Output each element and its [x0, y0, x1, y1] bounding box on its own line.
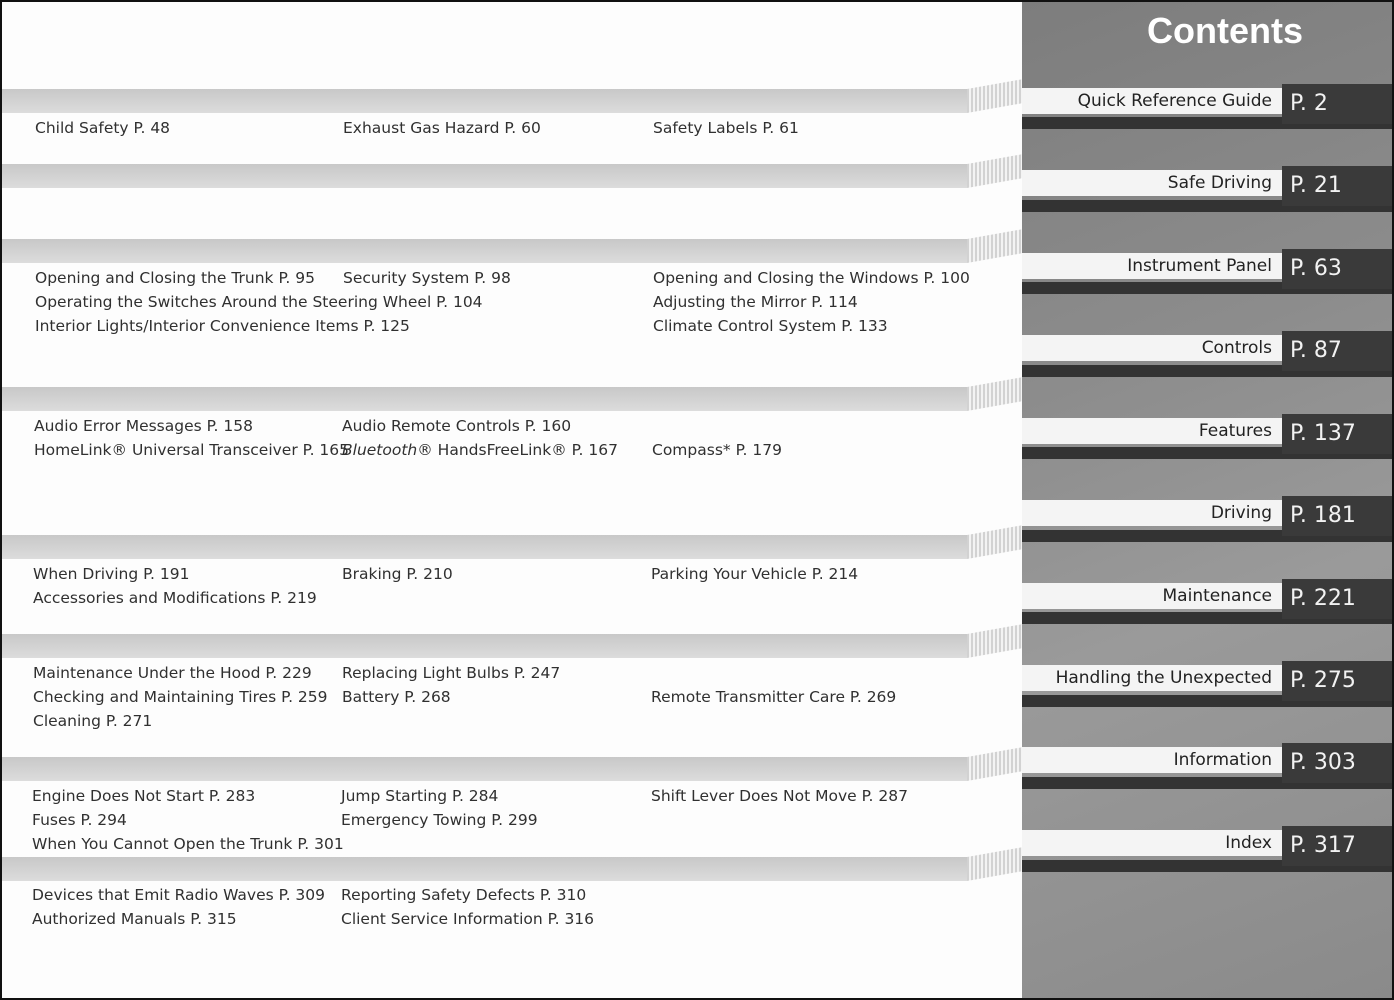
toc-link[interactable]: Maintenance Under the Hood P. 229	[33, 664, 312, 682]
sidebar-item-index[interactable]	[1022, 830, 1394, 866]
section-band	[2, 164, 967, 188]
sidebar-item-features[interactable]	[1022, 418, 1394, 454]
sidebar-item-handling-unexpected[interactable]	[1022, 665, 1394, 701]
toc-link[interactable]: Opening and Closing the Windows P. 100	[653, 269, 970, 287]
toc-link[interactable]: Replacing Light Bulbs P. 247	[342, 664, 561, 682]
toc-link[interactable]: Operating the Switches Around the Steering Wheel P. 104	[35, 293, 483, 311]
toc-link[interactable]: Compass* P. 179	[652, 441, 782, 459]
toc-link[interactable]: Accessories and Modifications P. 219	[33, 589, 317, 607]
sidebar-item-label: Quick Reference Guide	[1022, 88, 1282, 114]
features-col3	[652, 414, 782, 462]
toc-link[interactable]: Adjusting the Mirror P. 114	[653, 293, 858, 311]
toc-link[interactable]: Jump Starting P. 284	[341, 787, 499, 805]
sidebar-item-information[interactable]	[1022, 747, 1394, 783]
bluetooth-italic: Bluetooth	[342, 441, 418, 459]
toc-link[interactable]: Exhaust Gas Hazard P. 60	[343, 119, 541, 137]
toc-link[interactable]: When You Cannot Open the Trunk P. 301	[32, 835, 344, 853]
sidebar-item-driving[interactable]	[1022, 500, 1394, 536]
sidebar-item-page: P. 137	[1282, 414, 1394, 454]
unexpected-col2	[341, 784, 538, 832]
information-col1	[32, 883, 325, 931]
toc-link-bluetooth[interactable]	[342, 438, 618, 462]
toc-link[interactable]: Authorized Manuals P. 315	[32, 910, 237, 928]
toc-link[interactable]: Devices that Emit Radio Waves P. 309	[32, 886, 326, 904]
driving-col1	[33, 562, 317, 610]
sidebar-item-label: Information	[1022, 747, 1282, 773]
toc-link[interactable]: Parking Your Vehicle P. 214	[651, 565, 859, 583]
bluetooth-rest: ® HandsFreeLink® P. 167	[417, 441, 619, 459]
toc-link[interactable]: Battery P. 268	[342, 688, 451, 706]
toc-link[interactable]: Engine Does Not Start P. 283	[32, 787, 256, 805]
sidebar-item-label: Driving	[1022, 500, 1282, 526]
toc-link[interactable]: Safety Labels P. 61	[653, 119, 799, 137]
toc-link[interactable]: HomeLink® Universal Transceiver P. 165	[34, 441, 350, 459]
safe-driving-col3	[653, 116, 799, 140]
page-title: Contents	[1147, 10, 1303, 51]
toc-link[interactable]: Child Safety P. 48	[35, 119, 171, 137]
sidebar-item-safe-driving[interactable]	[1022, 170, 1394, 206]
section-band	[2, 634, 967, 658]
sidebar-item-page: P. 221	[1282, 579, 1394, 619]
sidebar-item-instrument-panel[interactable]	[1022, 253, 1394, 289]
toc-link[interactable]	[651, 661, 896, 685]
toc-link[interactable]: Security System P. 98	[343, 269, 511, 287]
toc-link[interactable]: Client Service Information P. 316	[341, 910, 595, 928]
section-band	[2, 857, 967, 881]
section-band	[2, 757, 967, 781]
toc-link[interactable]: Interior Lights/Interior Convenience Items P. 125	[35, 317, 410, 335]
sidebar-item-label: Instrument Panel	[1022, 253, 1282, 279]
driving-col2	[342, 562, 453, 586]
unexpected-col3	[651, 784, 908, 808]
toc-link[interactable]: Climate Control System P. 133	[653, 317, 888, 335]
sidebar-item-controls[interactable]	[1022, 335, 1394, 371]
sidebar-item-page: P. 2	[1282, 84, 1394, 124]
toc-link[interactable]: Reporting Safety Defects P. 310	[341, 886, 587, 904]
maintenance-col3	[651, 661, 896, 709]
unexpected-col1	[32, 784, 344, 856]
section-band	[2, 535, 967, 559]
sidebar-item-label: Controls	[1022, 335, 1282, 361]
sidebar-item-page: P. 87	[1282, 331, 1394, 371]
information-col2	[341, 883, 594, 931]
maintenance-col2	[342, 661, 560, 709]
toc-link[interactable]: Braking P. 210	[342, 565, 453, 583]
toc-link[interactable]: Opening and Closing the Trunk P. 95	[35, 269, 315, 287]
sidebar-item-maintenance[interactable]	[1022, 583, 1394, 619]
sidebar-item-page: P. 275	[1282, 661, 1394, 701]
toc-link[interactable]: Cleaning P. 271	[33, 712, 153, 730]
toc-link[interactable]: Emergency Towing P. 299	[341, 811, 538, 829]
sidebar-item-label: Index	[1022, 830, 1282, 856]
toc-link[interactable]: Audio Error Messages P. 158	[34, 417, 253, 435]
toc-link[interactable]	[652, 414, 782, 438]
sidebar-item-label: Features	[1022, 418, 1282, 444]
sidebar-item-label: Handling the Unexpected	[1022, 665, 1282, 691]
maintenance-col1	[33, 661, 328, 733]
toc-link[interactable]: Shift Lever Does Not Move P. 287	[651, 787, 908, 805]
sidebar-item-label: Maintenance	[1022, 583, 1282, 609]
section-band	[2, 239, 967, 263]
sidebar-item-page: P. 21	[1282, 166, 1394, 206]
sidebar-item-label: Safe Driving	[1022, 170, 1282, 196]
toc-link[interactable]: Audio Remote Controls P. 160	[342, 417, 572, 435]
toc-link[interactable]: Remote Transmitter Care P. 269	[651, 688, 897, 706]
toc-link[interactable]: Checking and Maintaining Tires P. 259	[33, 688, 328, 706]
features-col1	[34, 414, 349, 462]
section-band	[2, 89, 967, 113]
controls-col3	[653, 266, 970, 338]
controls-col2	[343, 266, 511, 290]
sidebar-item-page: P. 303	[1282, 743, 1394, 783]
sidebar-item-page: P. 181	[1282, 496, 1394, 536]
sidebar-item-quick-reference[interactable]	[1022, 88, 1394, 124]
driving-col3	[651, 562, 858, 586]
safe-driving-col2	[343, 116, 541, 140]
sidebar-item-page: P. 317	[1282, 826, 1394, 866]
safe-driving-col1	[35, 116, 170, 140]
section-band	[2, 387, 967, 411]
features-col2	[342, 414, 618, 462]
sidebar-item-page: P. 63	[1282, 249, 1394, 289]
toc-link[interactable]: Fuses P. 294	[32, 811, 127, 829]
toc-link[interactable]: When Driving P. 191	[33, 565, 190, 583]
